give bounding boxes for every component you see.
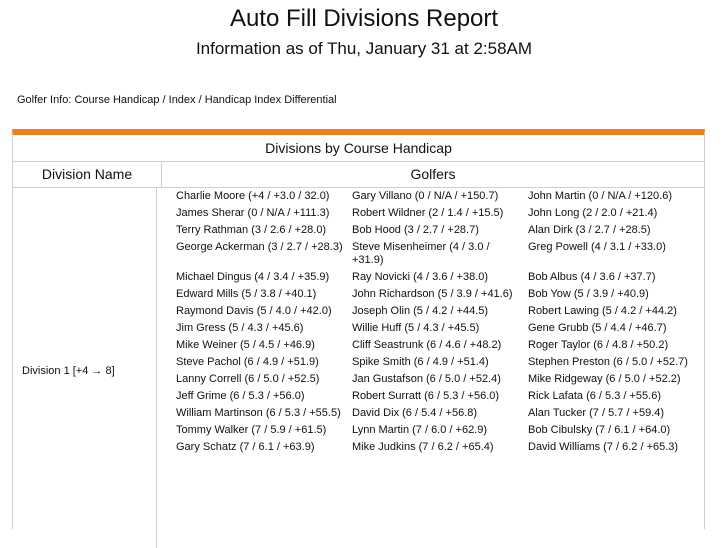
golfer-entry: Spike Smith (6 / 4.9 / +51.4) — [352, 356, 489, 368]
table-title: Divisions by Course Handicap — [13, 135, 704, 162]
golfer-entry: James Sherar (0 / N/A / +111.3) — [176, 207, 330, 219]
golfer-row — [176, 305, 704, 318]
report-title: Auto Fill Divisions Report — [229, 5, 499, 32]
golfer-entry: Alan Dirk (3 / 2.7 / +28.5) — [528, 224, 651, 236]
golfer-entry: David Williams (7 / 6.2 / +65.3) — [528, 441, 679, 453]
golfer-entry: Mike Weiner (5 / 4.5 / +46.9) — [176, 339, 315, 351]
golfer-entry: Lanny Correll (6 / 5.0 / +52.5) — [176, 373, 320, 385]
golfer-entry: Michael Dingus (4 / 3.4 / +35.9) — [176, 271, 330, 283]
division-row — [13, 188, 704, 548]
golfer-entry: Roger Taylor (6 / 4.8 / +50.2) — [528, 339, 669, 351]
golfer-entry: Jeff Grime (6 / 5.3 / +56.0) — [176, 390, 305, 402]
golfer-entry: Joseph Olin (5 / 4.2 / +44.5) — [352, 305, 489, 317]
golfer-row — [176, 373, 704, 386]
golfer-entry: Charlie Moore (+4 / +3.0 / 32.0) — [176, 190, 330, 202]
golfer-row — [176, 288, 704, 301]
golfer-entry: Jan Gustafson (6 / 5.0 / +52.4) — [352, 373, 501, 385]
column-header-golfers: Golfers — [410, 166, 456, 182]
golfer-entry: Raymond Davis (5 / 4.0 / +42.0) — [176, 305, 332, 317]
golfer-entry: Gary Villano (0 / N/A / +150.7) — [352, 190, 499, 202]
golfer-row — [176, 390, 704, 403]
golfer-entry: Robert Lawing (5 / 4.2 / +44.2) — [528, 305, 677, 317]
golfer-row — [176, 322, 704, 335]
golfer-row — [176, 407, 704, 420]
golfer-entry: William Martinson (6 / 5.3 / +55.5) — [176, 407, 341, 419]
golfer-entry: Gene Grubb (5 / 4.4 / +46.7) — [528, 322, 667, 334]
table-header-row — [13, 162, 704, 188]
golfer-entry: George Ackerman (3 / 2.7 / +28.3) — [176, 241, 343, 253]
golfer-row — [176, 356, 704, 369]
golfer-row — [176, 339, 704, 352]
golfer-entry: Bob Hood (3 / 2.7 / +28.7) — [352, 224, 479, 236]
golfer-entry: Stephen Preston (6 / 5.0 / +52.7) — [528, 356, 688, 368]
golfer-row — [176, 207, 704, 220]
golfer-row — [176, 224, 704, 237]
golfer-entry: Bob Yow (5 / 3.9 / +40.9) — [528, 288, 649, 300]
golfer-row — [176, 441, 704, 454]
golfer-info-legend: Golfer Info: Course Handicap / Index / Handicap Index Differential — [17, 94, 337, 106]
column-header-division-name: Division Name — [13, 162, 162, 187]
division-name: Division 1 [+4 → 8] — [22, 365, 115, 377]
golfer-row — [176, 190, 704, 203]
golfer-entry: Robert Wildner (2 / 1.4 / +15.5) — [352, 207, 504, 219]
golfer-entry: Lynn Martin (7 / 6.0 / +62.9) — [352, 424, 488, 436]
golfer-entry: Bob Albus (4 / 3.6 / +37.7) — [528, 271, 656, 283]
golfer-row — [176, 271, 704, 284]
golfer-row — [176, 241, 704, 267]
golfer-entry: Terry Rathman (3 / 2.6 / +28.0) — [176, 224, 327, 236]
golfer-entry: Rick Lafata (6 / 5.3 / +55.6) — [528, 390, 661, 402]
golfer-entry: Steve Misenheimer (4 / 3.0 / +31.9) — [352, 241, 490, 266]
golfer-entry: Gary Schatz (7 / 6.1 / +63.9) — [176, 441, 315, 453]
division-name-cell — [13, 188, 157, 548]
golfer-entry: Jim Gress (5 / 4.3 / +45.6) — [176, 322, 304, 334]
golfer-row — [176, 424, 704, 437]
golfer-entry: Bob Cibulsky (7 / 6.1 / +64.0) — [528, 424, 671, 436]
golfer-entry: Steve Pachol (6 / 4.9 / +51.9) — [176, 356, 319, 368]
golfer-entry: Alan Tucker (7 / 5.7 / +59.4) — [528, 407, 665, 419]
golfer-entry: Ray Novicki (4 / 3.6 / +38.0) — [352, 271, 489, 283]
golfer-entry: Willie Huff (5 / 4.3 / +45.5) — [352, 322, 480, 334]
report-subtitle: Information as of Thu, January 31 at 2:58AM — [195, 39, 533, 58]
golfer-entry: Greg Powell (4 / 3.1 / +33.0) — [528, 241, 666, 253]
golfer-entry: Mike Judkins (7 / 6.2 / +65.4) — [352, 441, 494, 453]
golfer-entry: Edward Mills (5 / 3.8 / +40.1) — [176, 288, 317, 300]
golfer-entry: Tommy Walker (7 / 5.9 / +61.5) — [176, 424, 327, 436]
golfer-entry: John Richardson (5 / 3.9 / +41.6) — [352, 288, 513, 300]
golfer-entry: John Martin (0 / N/A / +120.6) — [528, 190, 672, 202]
golfer-entry: Robert Surratt (6 / 5.3 / +56.0) — [352, 390, 500, 402]
golfer-entry: Mike Ridgeway (6 / 5.0 / +52.2) — [528, 373, 681, 385]
golfer-entry: Cliff Seastrunk (6 / 4.6 / +48.2) — [352, 339, 502, 351]
golfers-cell — [157, 188, 704, 548]
divisions-table — [12, 129, 705, 529]
golfer-entry: David Dix (6 / 5.4 / +56.8) — [352, 407, 478, 419]
golfer-entry: John Long (2 / 2.0 / +21.4) — [528, 207, 658, 219]
